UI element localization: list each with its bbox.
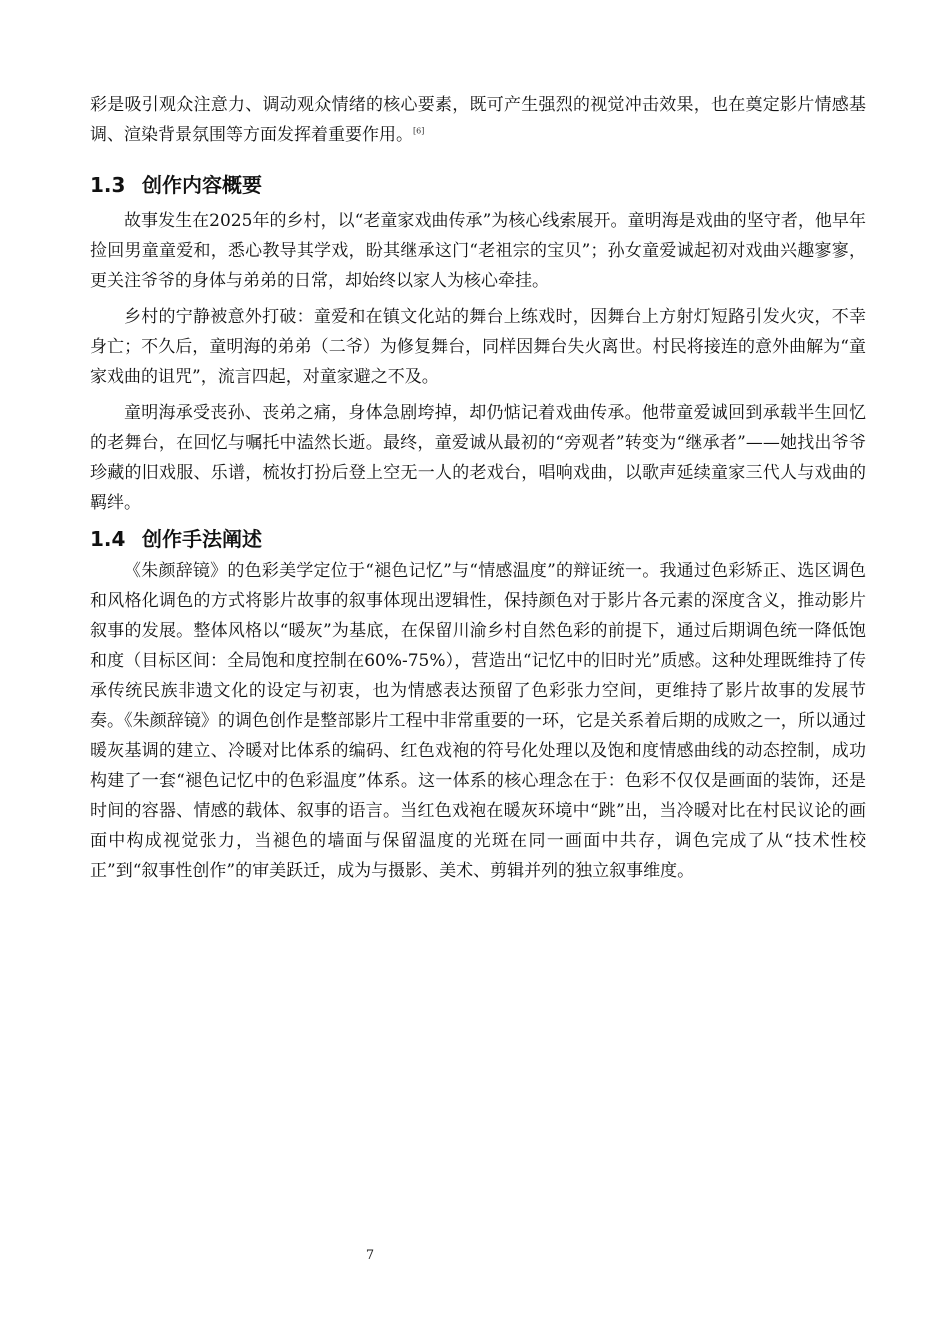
section-title: 创作内容概要 — [142, 173, 262, 197]
document-page — [90, 90, 866, 886]
body-paragraph: 故事发生在2025年的乡村，以“老童家戏曲传承”为核心线索展开。童明海是戏曲的坚守者，他早年捡回男童童爱和，悉心教导其学戏，盼其继承这门“老祖宗的宝贝”；孙女童爱诚起初对戏曲兴趣寥寥，更关注爷爷的身体与弟弟的日常，却始终以家人为核心牵挂。 — [90, 211, 866, 291]
body-paragraph: 《朱颜辞镜》的色彩美学定位于“褪色记忆”与“情感温度”的辩证统一。我通过色彩矫正、选区调色和风格化调色的方式将影片故事的叙事体现出逻辑性，保持颜色对于影片各元素的深度含义，推动影片叙事的发展。整体风格以“暖灰”为基底，在保留川渝乡村自然色彩的前提下，通过后期调色统一降低饱和度（目标区间：全局饱和度控制在60%-75%），营造出“记忆中的旧时光”质感。这种处理既维持了传承传统民族非遗文化的设定与初衷，也为情感表达预留了色彩张力空间，更维持了影片故事的发展节奏。《朱颜辞镜》的调色创作是整部影片工程中非常重要的一环，它是关系着后期的成败之一，所以通过暖灰基调的建立、冷暖对比体系的编码、红色戏袍的符号化处理以及饱和度情感曲线的动态控制，成功构建了一套“褪色记忆中的色彩温度”体系。这一体系的核心理念在于：色彩不仅仅是画面的装饰，还是时间的容器、情感的载体、叙事的语言。当红色戏袍在暖灰环境中“跳”出，当冷暖对比在村民议论的画面中构成视觉张力，当褪色的墙面与保留温度的光斑在同一画面中共存，调色完成了从“技术性校正”到“叙事性创作”的审美跃迁，成为与摄影、美术、剪辑并列的独立叙事维度。 — [90, 561, 866, 881]
section-title: 创作手法阐述 — [142, 527, 262, 551]
section-heading-1-3 — [90, 170, 866, 200]
section-number: 1.3 — [90, 173, 126, 197]
page-number: 7 — [365, 1248, 375, 1263]
section-number: 1.4 — [90, 527, 126, 551]
citation-marker: [6] — [413, 126, 425, 136]
intro-paragraph — [90, 90, 866, 150]
body-paragraph: 童明海承受丧孙、丧弟之痛，身体急剧垮掉，却仍惦记着戏曲传承。他带童爱诚回到承载半生回忆的老舞台，在回忆与嘱托中溘然长逝。最终，童爱诚从最初的“旁观者”转变为“继承者”——她找出爷爷珍藏的旧戏服、乐谱，梳妆打扮后登上空无一人的老戏台，唱响戏曲，以歌声延续童家三代人与戏曲的羁绊。 — [90, 403, 866, 513]
intro-paragraph-text: 彩是吸引观众注意力、调动观众情绪的核心要素，既可产生强烈的视觉冲击效果，也在奠定影片情感基调、渲染背景氛围等方面发挥着重要作用。 — [90, 95, 866, 145]
section-heading-1-4 — [90, 524, 866, 554]
body-paragraph: 乡村的宁静被意外打破：童爱和在镇文化站的舞台上练戏时，因舞台上方射灯短路引发火灾，不幸身亡；不久后，童明海的弟弟（二爷）为修复舞台，同样因舞台失火离世。村民将接连的意外曲解为“童家戏曲的诅咒”，流言四起，对童家避之不及。 — [90, 307, 866, 387]
